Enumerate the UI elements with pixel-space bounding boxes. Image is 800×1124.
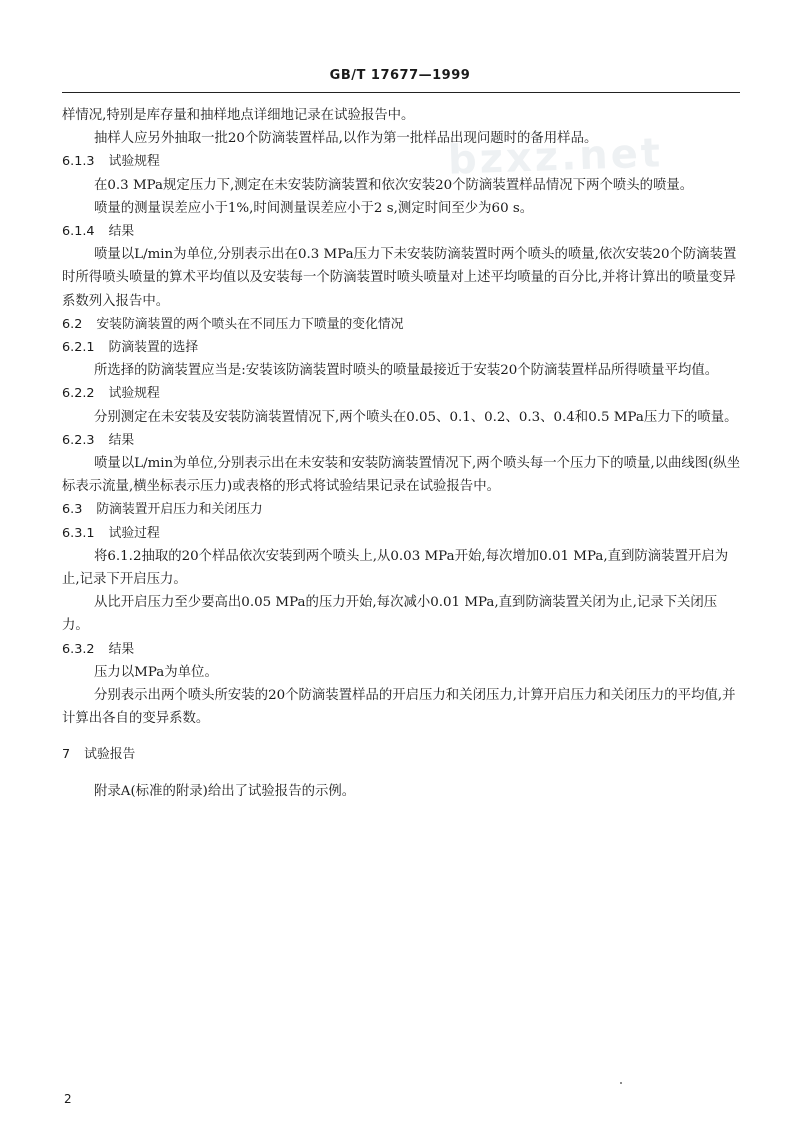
section-title: 防滴装置的选择	[108, 340, 199, 356]
section-title: 安装防滴装置的两个喷头在不同压力下喷量的变化情况	[96, 316, 404, 332]
section-heading	[62, 743, 742, 766]
header-rule	[62, 92, 740, 93]
section-number: 6.2.1	[62, 340, 95, 356]
section-title: 试验规程	[108, 154, 160, 170]
section-number: 6.2	[62, 316, 83, 332]
section-title: 试验规程	[108, 386, 160, 402]
body-paragraph: 压力以MPa为单位。	[94, 664, 218, 680]
body-paragraph: 附录A(标准的附录)给出了试验报告的示例。	[94, 783, 356, 799]
section-number: 6.1.3	[62, 154, 95, 170]
body-paragraph: 喷量以L/min为单位,分别表示出在0.3 MPa压力下未安装防滴装置时两个喷头的喷量,依次安装20个防滴装置时所得喷头喷量的算术平均值以及安装每一个防滴装置时喷头喷量对上述平均喷量的百分比,并将计算出的喷量变异系数列入报告中。	[62, 247, 737, 309]
body-paragraph: 喷量的测量误差应小于1%,时间测量误差应小于2 s,测定时间至少为60 s。	[94, 200, 534, 216]
body-paragraph: 分别测定在未安装及安装防滴装置情况下,两个喷头在0.05、0.1、0.2、0.3、0.4和0.5 MPa压力下的喷量。	[94, 409, 738, 425]
section-number: 6.2.3	[62, 432, 95, 448]
section-number: 6.3	[62, 502, 83, 518]
section-gap	[62, 767, 742, 780]
body-paragraph: 从比开启压力至少要高出0.05 MPa的压力开始,每次减小0.01 MPa,直到防滴装置关闭为止,记录下关闭压力。	[62, 595, 718, 634]
section-heading	[62, 429, 742, 452]
watermark: bzxz.net	[447, 130, 664, 184]
section-heading	[62, 382, 742, 405]
section-number: 6.3.2	[62, 641, 95, 657]
section-heading	[62, 522, 742, 545]
body-paragraph: 分别表示出两个喷头所安装的20个防滴装置样品的开启压力和关闭压力,计算开启压力和关闭压力的平均值,并计算出各自的变异系数。	[62, 688, 736, 727]
body-paragraph: 喷量以L/min为单位,分别表示出在未安装和安装防滴装置情况下,两个喷头每一个压力下的喷量,以曲线图(纵坐标表示流量,横坐标表示压力)或表格的形式将试验结果记录在试验报告中。	[62, 456, 741, 495]
section-heading	[62, 313, 742, 336]
section-gap	[62, 730, 742, 743]
section-heading	[62, 336, 742, 359]
body-paragraph: 所选择的防滴装置应当是:安装该防滴装置时喷头的喷量最接近于安装20个防滴装置样品所得喷量平均值。	[94, 363, 719, 379]
section-title: 结果	[108, 432, 135, 448]
section-number: 7	[62, 747, 71, 763]
document-body	[62, 104, 742, 803]
section-title: 结果	[108, 641, 135, 657]
section-title: 试验过程	[108, 525, 160, 541]
body-paragraph: 样情况,特别是库存量和抽样地点详细地记录在试验报告中。	[62, 108, 415, 123]
section-number: 6.3.1	[62, 525, 95, 541]
page-number: 2	[64, 1092, 72, 1106]
section-title: 试验报告	[84, 747, 136, 763]
section-number: 6.1.4	[62, 224, 95, 240]
standard-number-header: GB/T 17677—1999	[329, 68, 471, 83]
section-number: 6.2.2	[62, 386, 95, 402]
body-paragraph: 抽样人应另外抽取一批20个防滴装置样品,以作为第一批样品出现问题时的备用样品。	[94, 131, 598, 147]
scan-speck	[620, 1082, 622, 1084]
section-heading	[62, 150, 742, 173]
section-heading	[62, 220, 742, 243]
section-heading	[62, 498, 742, 521]
body-paragraph: 将6.1.2抽取的20个样品依次安装到两个喷头上,从0.03 MPa开始,每次增加0.01 MPa,直到防滴装置开启为止,记录下开启压力。	[62, 548, 729, 588]
body-paragraph: 在0.3 MPa规定压力下,测定在未安装防滴装置和依次安装20个防滴装置样品情况下两个喷头的喷量。	[94, 177, 694, 193]
section-heading	[62, 638, 742, 661]
section-title: 结果	[108, 224, 135, 240]
section-title: 防滴装置开启压力和关闭压力	[96, 502, 263, 518]
